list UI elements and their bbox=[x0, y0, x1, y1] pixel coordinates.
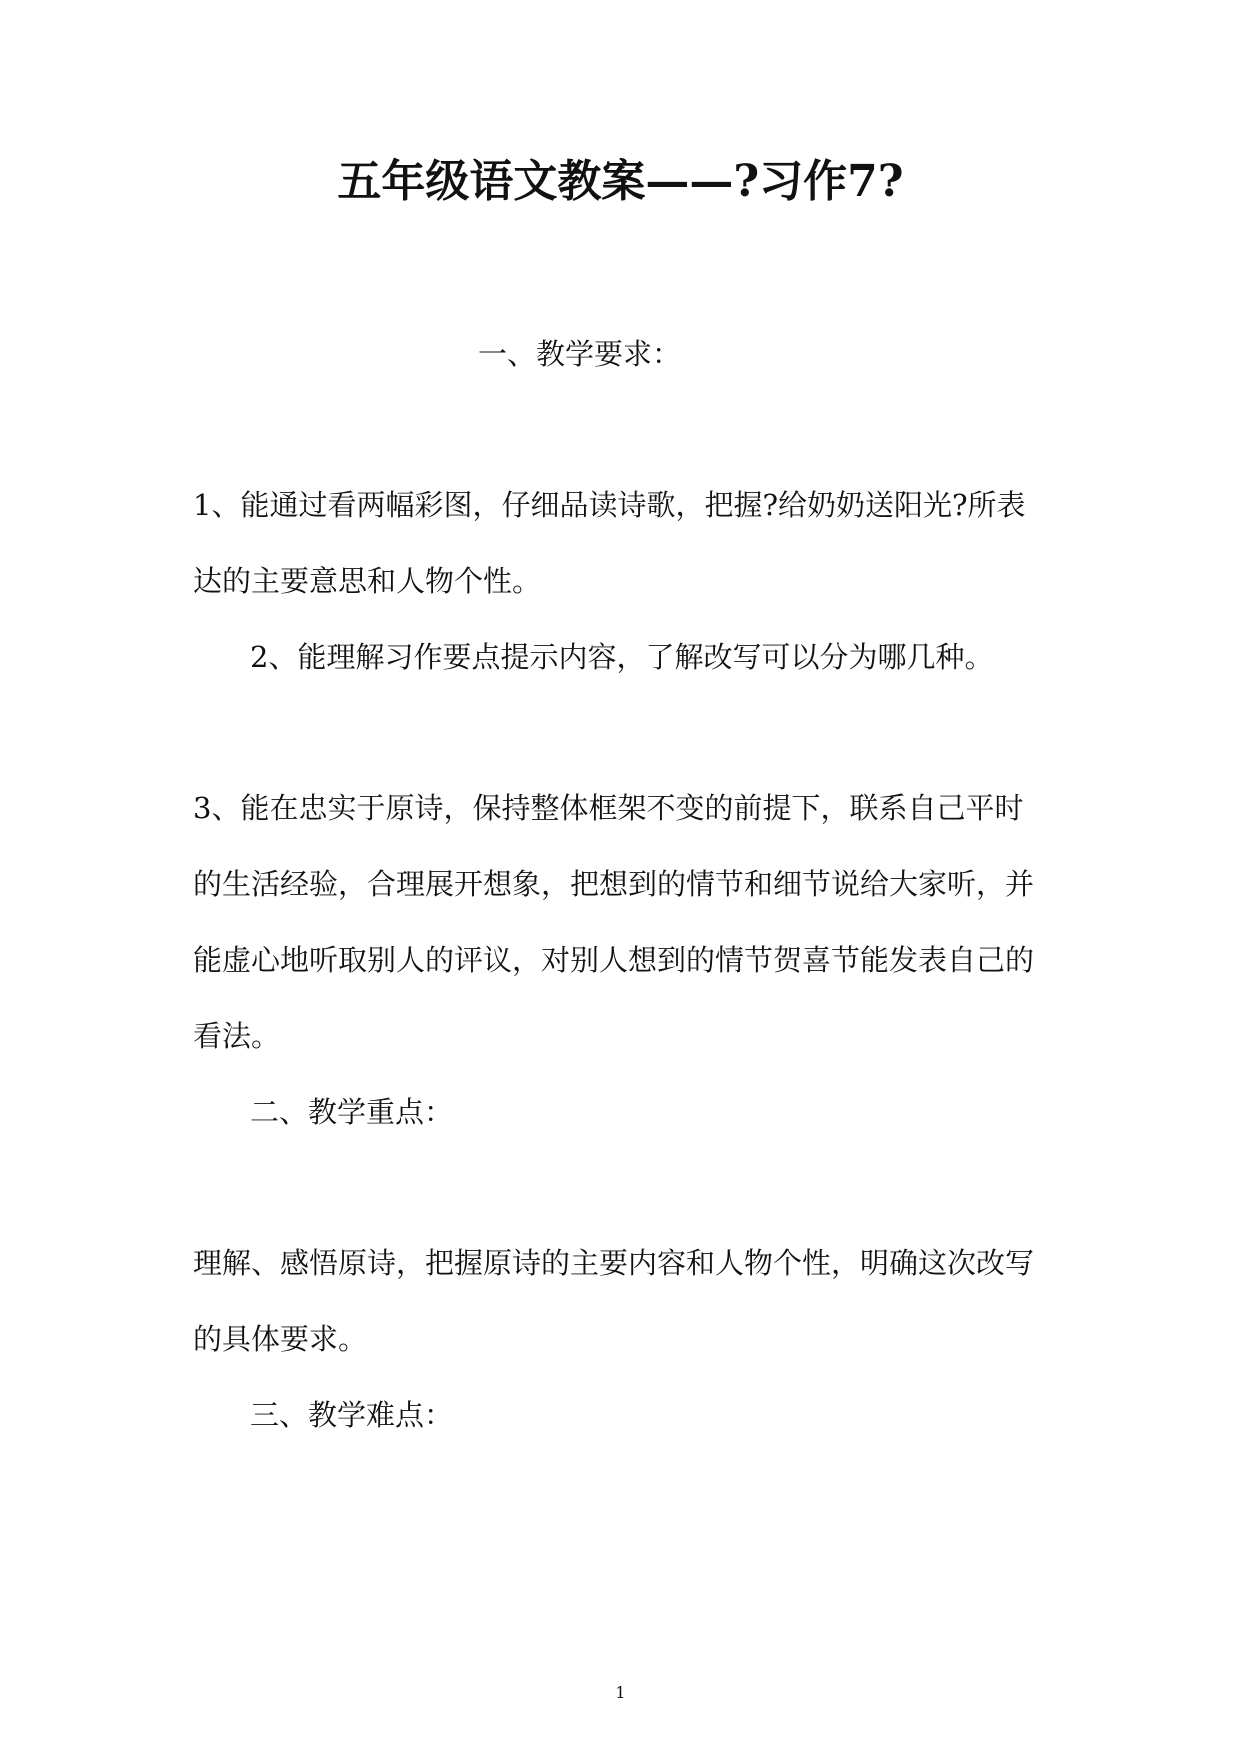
paragraph-line: 达的主要意思和人物个性。 bbox=[193, 564, 542, 598]
section-heading-key-points: 二、教学重点： bbox=[250, 1095, 454, 1129]
paragraph-line: 1、能通过看两幅彩图，仔细品读诗歌，把握?给奶奶送阳光?所表 bbox=[193, 488, 1026, 522]
paragraph-line: 的具体要求。 bbox=[193, 1322, 368, 1356]
section-heading-requirements: 一、教学要求： bbox=[478, 337, 682, 371]
paragraph-line: 理解、感悟原诗，把握原诗的主要内容和人物个性，明确这次改写 bbox=[193, 1246, 1035, 1280]
paragraph-line: 看法。 bbox=[193, 1019, 281, 1053]
paragraph-line: 2、能理解习作要点提示内容，了解改写可以分为哪几种。 bbox=[250, 640, 994, 674]
paragraph-line: 的生活经验，合理展开想象，把想到的情节和细节说给大家听，并 bbox=[193, 867, 1035, 901]
document-title: 五年级语文教案——?习作7? bbox=[337, 156, 904, 207]
paragraph-line: 3、能在忠实于原诗，保持整体框架不变的前提下，联系自己平时 bbox=[193, 791, 1024, 825]
page-number: 1 bbox=[615, 1683, 626, 1702]
paragraph-line: 能虚心地听取别人的评议，对别人想到的情节贺喜节能发表自己的 bbox=[193, 943, 1035, 977]
section-heading-difficult-points: 三、教学难点： bbox=[250, 1398, 454, 1432]
